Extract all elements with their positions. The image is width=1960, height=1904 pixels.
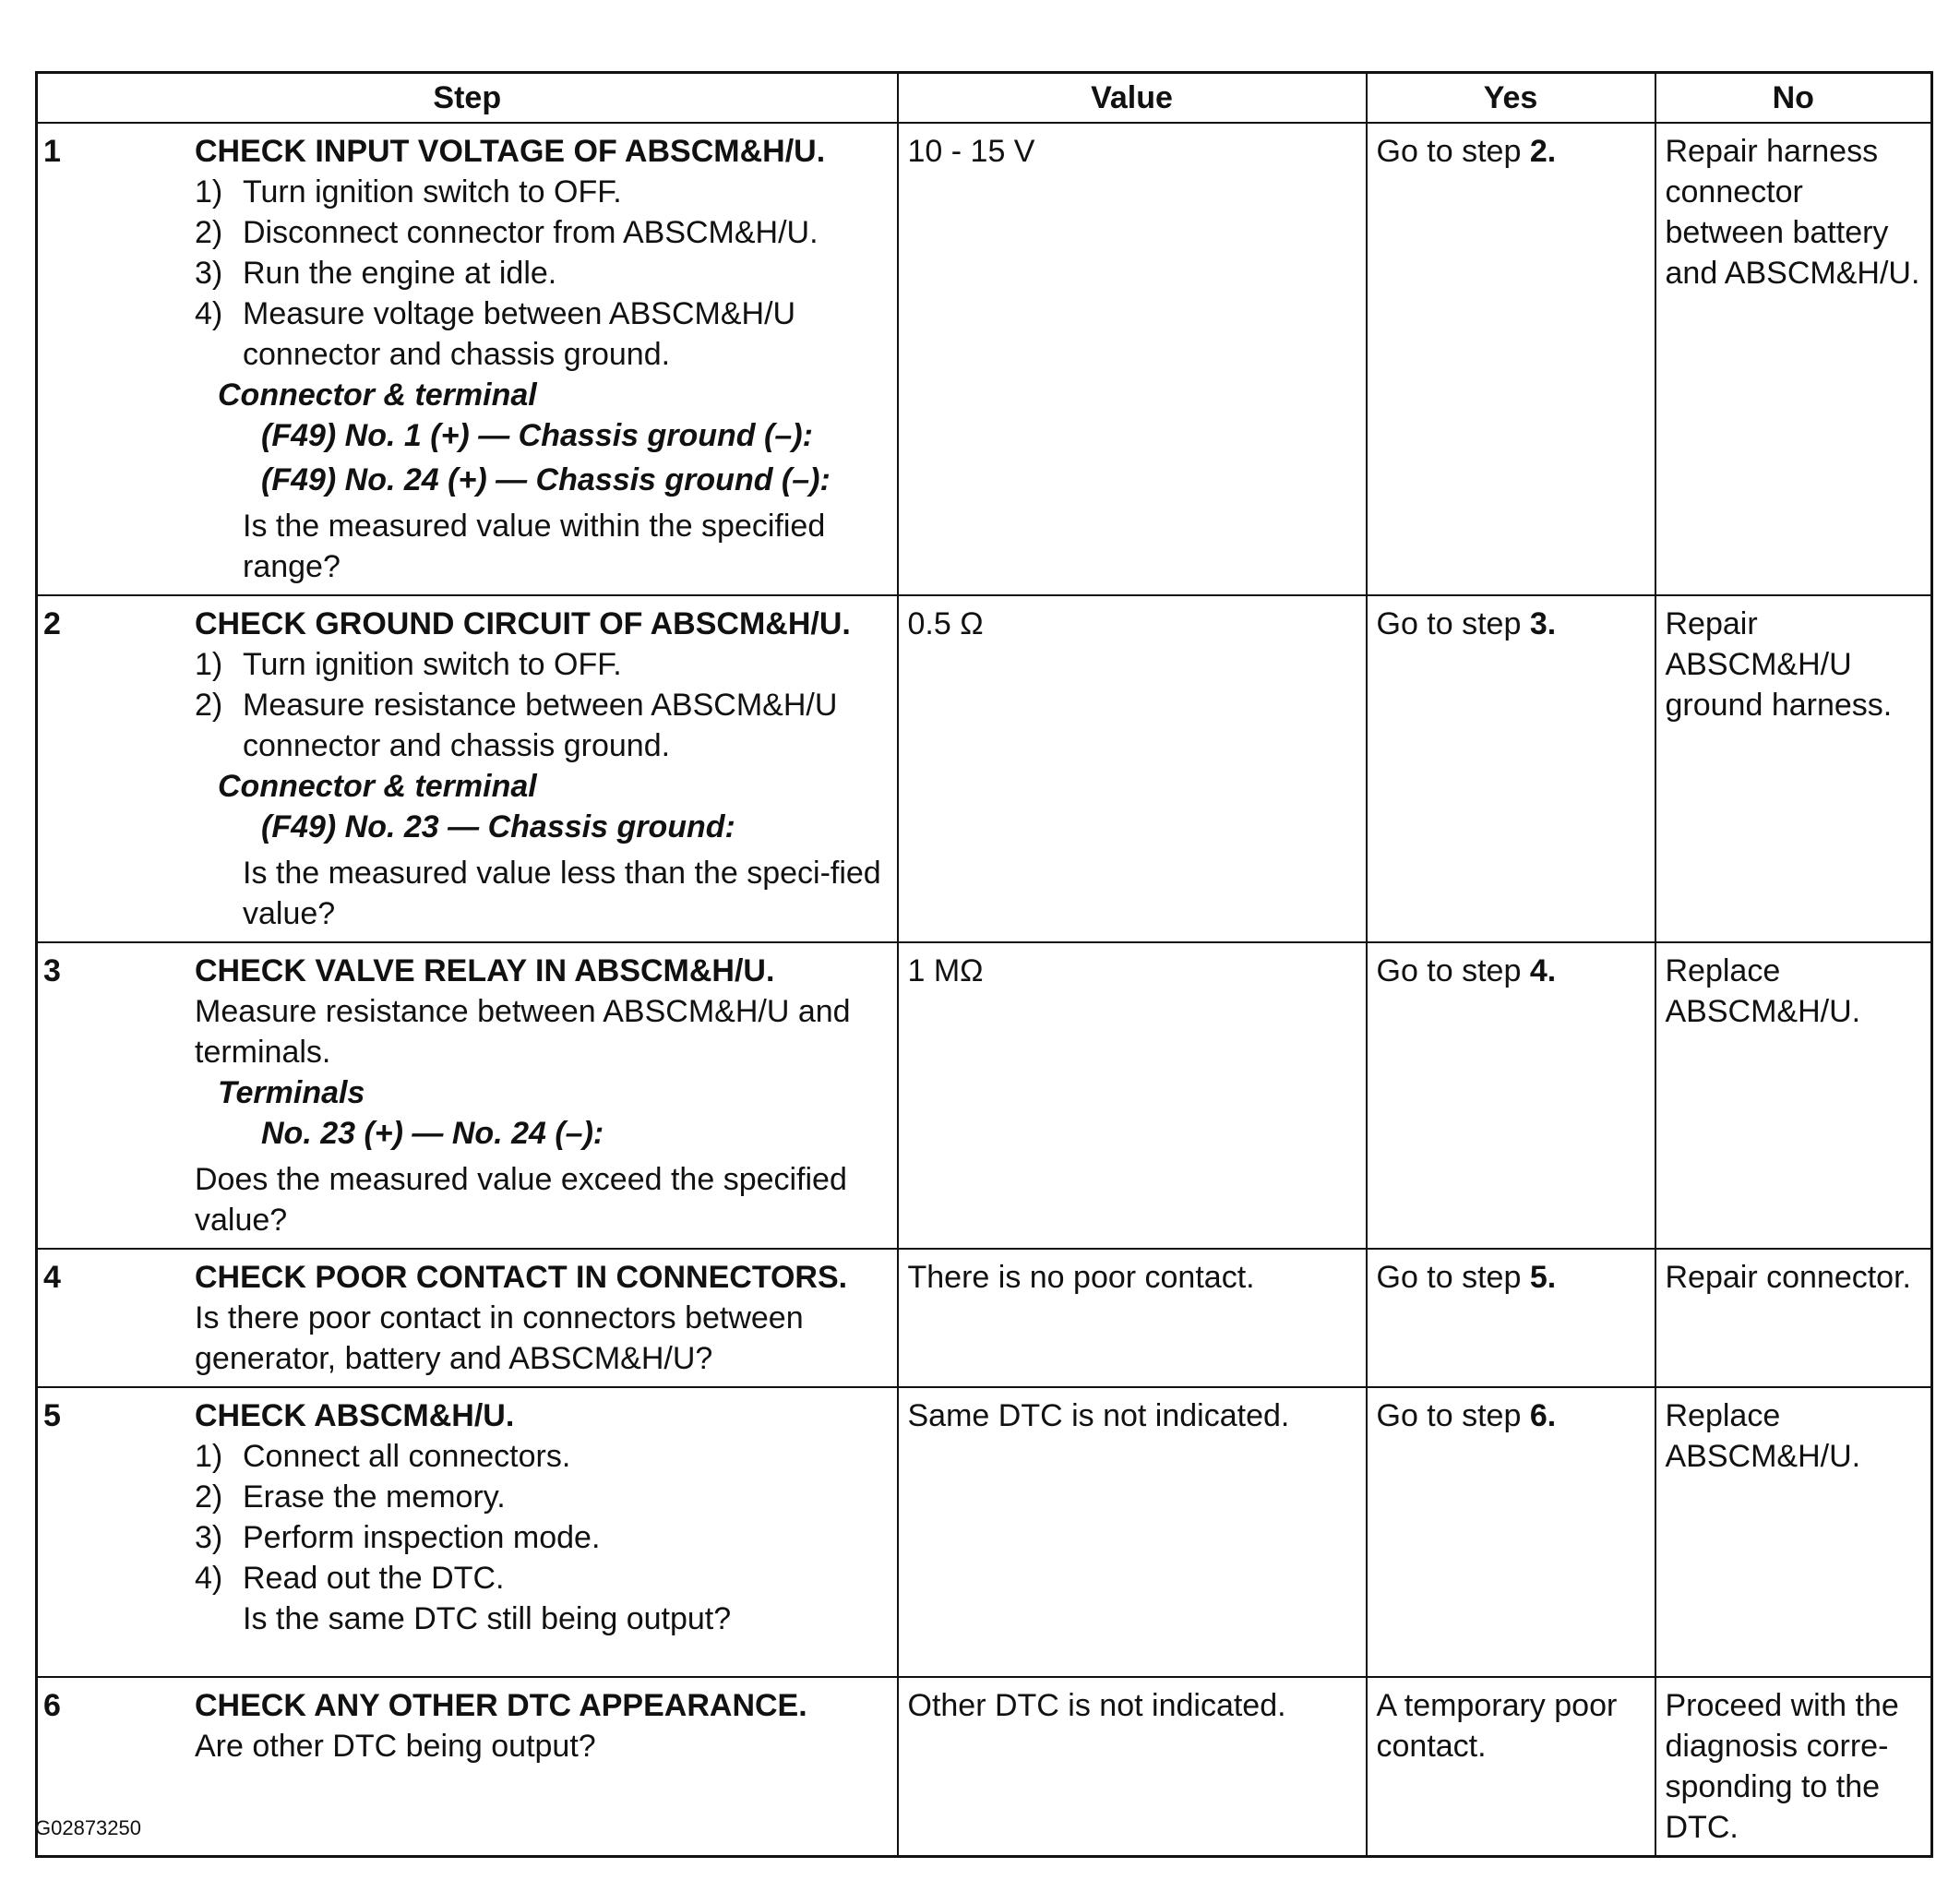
value-cell: 1 MΩ [898,942,1367,1249]
header-no: No [1655,73,1932,124]
step-title: CHECK VALVE RELAY IN ABSCM&H/U. [195,953,775,988]
connector-terminal: (F49) No. 24 (+) — Chassis ground (–): [261,462,831,497]
sub-step: 4) Measure voltage between ABSCM&H/U connector and chassis ground. [195,296,796,372]
sub-step: 3) Perform inspection mode. [195,1520,601,1555]
yes-cell: Go to step 6. [1367,1387,1655,1677]
no-cell: Repair harness connector between battery and ABSCM&H/U. [1655,123,1932,595]
step-number: 4 [43,1260,61,1295]
value-cell: There is no poor contact. [898,1249,1367,1387]
table-row [37,1677,1932,1857]
step-number: 3 [43,953,61,988]
no-cell: Repair ABSCM&H/U ground harness. [1655,595,1932,942]
step-cell [37,942,898,1249]
header-value: Value [898,73,1367,124]
step-number: 2 [43,606,61,641]
step-question: Does the measured value exceed the specified value? [195,1162,847,1238]
step-cell [37,595,898,942]
step-question: Is the measured value less than the speci-fied value? [243,856,881,931]
table-row [37,123,1932,595]
step-number: 1 [43,134,61,169]
step-title: CHECK POOR CONTACT IN CONNECTORS. [195,1260,848,1295]
step-title: CHECK ABSCM&H/U. [195,1398,515,1433]
sub-step: 4) Read out the DTC. [195,1561,505,1596]
value-cell: Same DTC is not indicated. [898,1387,1367,1677]
header-yes: Yes [1367,73,1655,124]
value-cell: Other DTC is not indicated. [898,1677,1367,1857]
step-cell [37,1249,898,1387]
yes-cell: Go to step 5. [1367,1249,1655,1387]
connector-heading: Connector & terminal [218,769,537,804]
no-cell: Replace ABSCM&H/U. [1655,942,1932,1249]
table-row [37,942,1932,1249]
connector-heading: Connector & terminal [218,377,537,413]
step-instruction: Measure resistance between ABSCM&H/U and terminals. [195,994,851,1070]
header-step: Step [37,73,898,124]
connector-heading: Terminals [218,1075,365,1110]
connector-terminal: (F49) No. 23 — Chassis ground: [261,809,735,844]
sub-step: 1) Turn ignition switch to OFF. [195,647,622,682]
sub-step: 2) Disconnect connector from ABSCM&H/U. [195,215,819,250]
step-title: CHECK INPUT VOLTAGE OF ABSCM&H/U. [195,134,826,169]
step-cell [37,1677,898,1857]
yes-cell: A temporary poor contact. [1367,1677,1655,1857]
value-cell: 0.5 Ω [898,595,1367,942]
no-cell: Proceed with the diagnosis corre-sponding to the DTC. [1655,1677,1932,1857]
step-question: Is the measured value within the specified range? [243,509,826,584]
no-cell: Replace ABSCM&H/U. [1655,1387,1932,1677]
yes-cell: Go to step 3. [1367,595,1655,942]
step-cell [37,1387,898,1677]
value-cell: 10 - 15 V [898,123,1367,595]
step-question: Is there poor contact in connectors between generator, battery and ABSCM&H/U? [195,1300,804,1376]
step-cell [37,123,898,595]
connector-terminal: (F49) No. 1 (+) — Chassis ground (–): [261,418,813,453]
header-row [37,73,1932,124]
table-row [37,1387,1932,1677]
figure-id: G02873250 [35,1816,141,1839]
table-row [37,1249,1932,1387]
step-number: 6 [43,1688,61,1723]
table-row [37,595,1932,942]
yes-cell: Go to step 2. [1367,123,1655,595]
yes-cell: Go to step 4. [1367,942,1655,1249]
sub-step: 3) Run the engine at idle. [195,256,557,291]
step-question: Is the same DTC still being output? [243,1601,732,1636]
step-title: CHECK ANY OTHER DTC APPEARANCE. [195,1688,807,1723]
step-title: CHECK GROUND CIRCUIT OF ABSCM&H/U. [195,606,851,641]
diagnostic-table [35,71,1933,1858]
connector-terminal: No. 23 (+) — No. 24 (–): [261,1116,604,1151]
step-question: Are other DTC being output? [195,1729,596,1764]
sub-step: 1) Connect all connectors. [195,1439,571,1474]
sub-step: 1) Turn ignition switch to OFF. [195,174,622,210]
no-cell: Repair connector. [1655,1249,1932,1387]
sub-step: 2) Measure resistance between ABSCM&H/U connector and chassis ground. [195,688,838,763]
sub-step: 2) Erase the memory. [195,1479,506,1515]
step-number: 5 [43,1398,61,1433]
